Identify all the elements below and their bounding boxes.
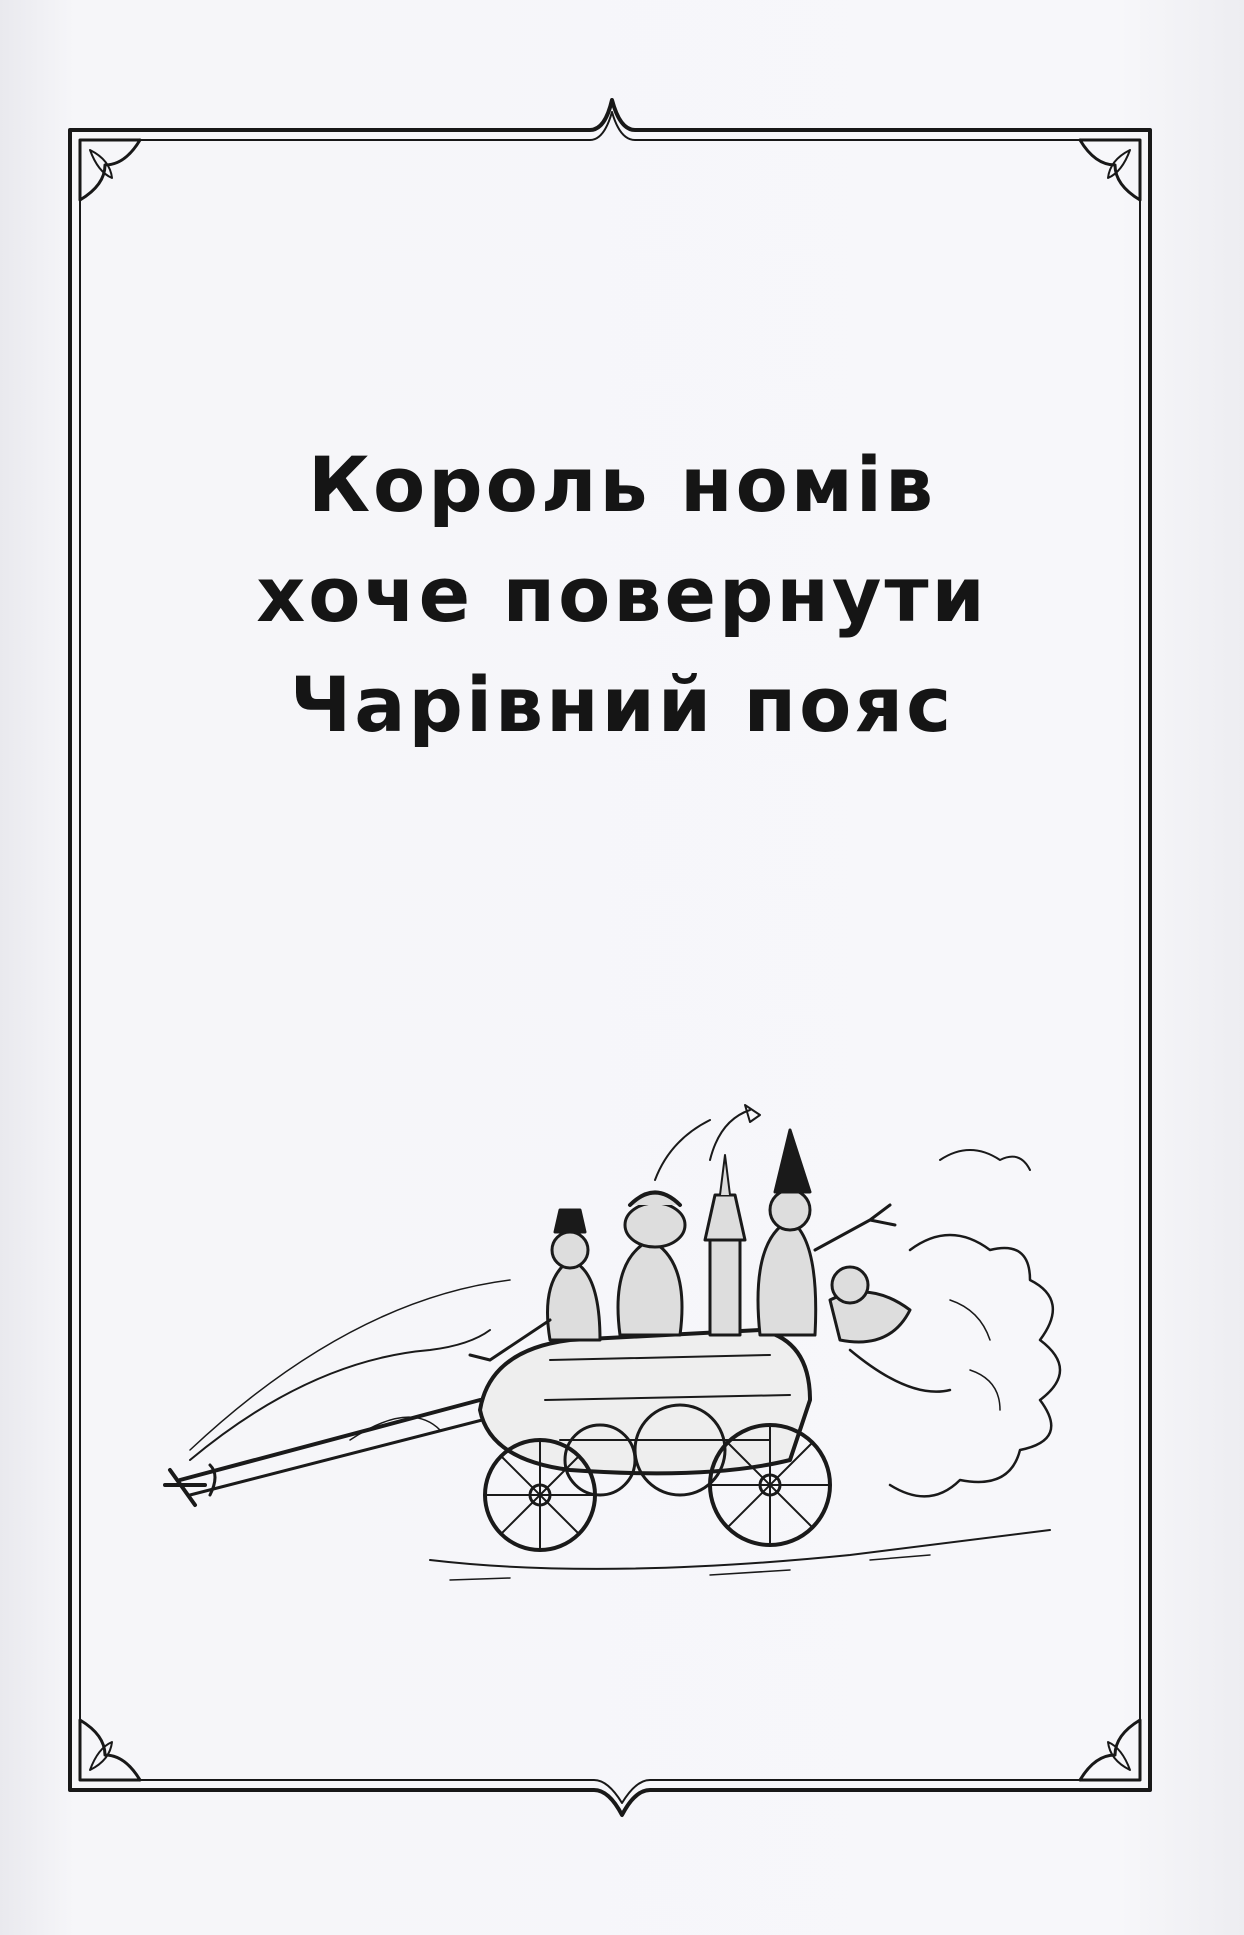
- runaway-carriage-illustration: [150, 1100, 1100, 1640]
- chapter-title-line-1: Король номів: [307, 440, 937, 529]
- chapter-title-line-2: хоче повернути: [256, 550, 988, 639]
- chapter-title-line-3: Чарівний пояс: [289, 660, 955, 749]
- page-mark: [612, 1872, 632, 1886]
- chapter-title: [200, 430, 1044, 760]
